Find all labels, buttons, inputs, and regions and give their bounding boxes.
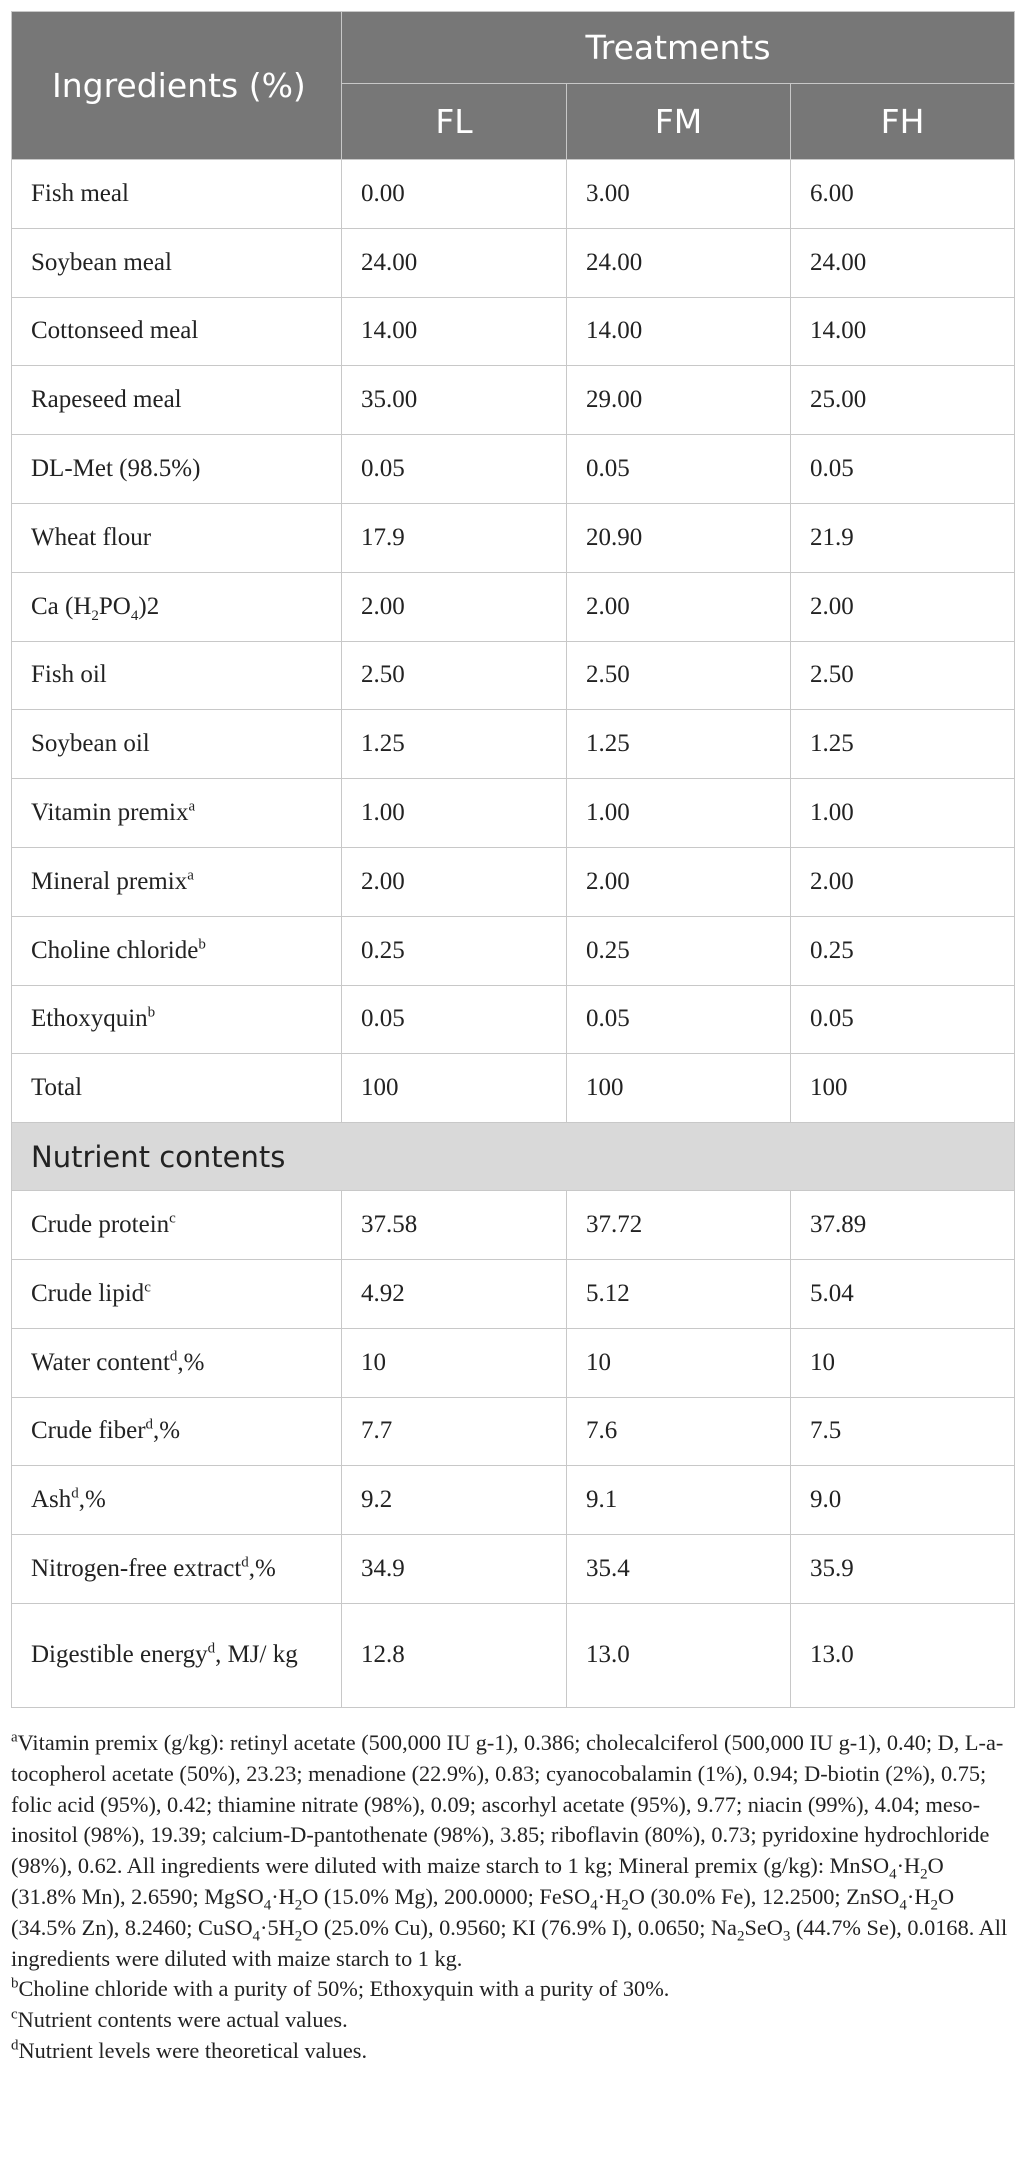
header-fh: FH <box>791 84 1015 160</box>
table-row <box>12 1191 1015 1260</box>
row-label: Nitrogen-free extract$^d$,% <box>12 1535 342 1604</box>
row-label: Soybean oil <box>12 710 342 779</box>
cell-fm: 5.12 <box>567 1259 791 1328</box>
cell-fm: 37.72 <box>567 1191 791 1260</box>
section-nutrient-contents: Nutrient contents <box>12 1123 1015 1191</box>
cell-fh: 2.50 <box>791 641 1015 710</box>
cell-fl: 10 <box>342 1328 567 1397</box>
table-row <box>12 503 1015 572</box>
cell-fm: 20.90 <box>567 503 791 572</box>
table-footnotes <box>11 1728 1014 2067</box>
cell-fm: 1.00 <box>567 779 791 848</box>
row-label: Crude lipid$^c$ <box>12 1259 342 1328</box>
cell-fl: 100 <box>342 1054 567 1123</box>
cell-fm: 13.0 <box>567 1603 791 1707</box>
row-label: Crude fiber$^d$,% <box>12 1397 342 1466</box>
cell-fh: 100 <box>791 1054 1015 1123</box>
row-label: Cottonseed meal <box>12 297 342 366</box>
cell-fh: 0.05 <box>791 985 1015 1054</box>
cell-fh: 7.5 <box>791 1397 1015 1466</box>
cell-fm: 2.00 <box>567 572 791 641</box>
cell-fh: 10 <box>791 1328 1015 1397</box>
table-row <box>12 1328 1015 1397</box>
cell-fm: 9.1 <box>567 1466 791 1535</box>
table-row <box>12 572 1015 641</box>
table-row <box>12 435 1015 504</box>
cell-fl: 35.00 <box>342 366 567 435</box>
cell-fl: 2.00 <box>342 572 567 641</box>
cell-fh: 0.05 <box>791 435 1015 504</box>
cell-fh: 24.00 <box>791 228 1015 297</box>
cell-fl: 4.92 <box>342 1259 567 1328</box>
cell-fm: 0.05 <box>567 435 791 504</box>
row-label: Digestible energy$^d$, MJ/ kg <box>12 1603 342 1707</box>
table-row-total <box>12 1054 1015 1123</box>
cell-fm: 24.00 <box>567 228 791 297</box>
table-row <box>12 1259 1015 1328</box>
table-row <box>12 916 1015 985</box>
table-row <box>12 297 1015 366</box>
section-header-row <box>12 1123 1015 1191</box>
header-treatments: Treatments <box>342 12 1015 84</box>
cell-fh: 6.00 <box>791 160 1015 229</box>
row-label: Soybean meal <box>12 228 342 297</box>
table-row <box>12 779 1015 848</box>
footnote-a: $^a$Vitamin premix (g/kg): retinyl acetate (500,000 IU g-1), 0.386; cholecalciferol (500,000 IU g-1), 0.40; D, L-a-tocopherol acetate (50%), 23.23; menadione (22.9%), 0.83; cyanocobalamin (1%), 0.94; D-biotin (2%), 0.75; folic acid (95%), 0.42; thiamine nitrate (98%), 0.09; ascorhyl acetate (95%), 9.77; niacin (99%), 4.04; meso-inositol (98%), 19.39; calcium-D-pantothenate (98%), 3.85; riboflavin (80%), 0.73; pyridoxine hydrochloride (98%), 0.62. All ingredients were diluted with maize starch to 1 kg; Mineral premix (g/kg): $MnSO_4\cdot H_2O$ (31.8% Mn), 2.6590; $MgSO_4\cdot H_2O$ (15.0% Mg), 200.0000; $FeSO_4\cdot H_2O$ (30.0% Fe), 12.2500; $ZnSO_4\cdot H_2O$ (34.5% Zn), 8.2460; $CuSO_4\cdot 5H_2O$ (25.0% Cu), 0.9560; KI (76.9% I), 0.0650; $Na_2SeO_3$ (44.7% Se), 0.0168. All ingredients were diluted with maize starch to 1 kg. <box>11 1729 1008 1971</box>
footnote-b: $^b$Choline chloride with a purity of 50%; Ethoxyquin with a purity of 30%. <box>11 1975 670 2002</box>
header-fm: FM <box>567 84 791 160</box>
cell-fl: 1.00 <box>342 779 567 848</box>
cell-fm: 14.00 <box>567 297 791 366</box>
table-row <box>12 1535 1015 1604</box>
cell-fm: 3.00 <box>567 160 791 229</box>
row-label: Vitamin premix$^a$ <box>12 779 342 848</box>
cell-fm: 0.25 <box>567 916 791 985</box>
cell-fm: 29.00 <box>567 366 791 435</box>
row-label: Ash$^d$,% <box>12 1466 342 1535</box>
cell-fm: 100 <box>567 1054 791 1123</box>
cell-fl: 34.9 <box>342 1535 567 1604</box>
row-label: Fish oil <box>12 641 342 710</box>
cell-fh: 5.04 <box>791 1259 1015 1328</box>
cell-fm: 2.50 <box>567 641 791 710</box>
cell-fl: 14.00 <box>342 297 567 366</box>
row-label: Rapeseed meal <box>12 366 342 435</box>
table-row <box>12 366 1015 435</box>
cell-fl: 0.05 <box>342 985 567 1054</box>
cell-fh: 2.00 <box>791 847 1015 916</box>
header-ingredients: Ingredients (%) <box>12 12 342 160</box>
row-label: Fish meal <box>12 160 342 229</box>
cell-fm: 0.05 <box>567 985 791 1054</box>
cell-fh: 1.00 <box>791 779 1015 848</box>
cell-fl: 24.00 <box>342 228 567 297</box>
cell-fl: 0.05 <box>342 435 567 504</box>
cell-fm: 1.25 <box>567 710 791 779</box>
cell-fh: 21.9 <box>791 503 1015 572</box>
table-row <box>12 1466 1015 1535</box>
table-row <box>12 710 1015 779</box>
table-row <box>12 1603 1015 1707</box>
cell-fm: 35.4 <box>567 1535 791 1604</box>
cell-fl: 17.9 <box>342 503 567 572</box>
table-row <box>12 1397 1015 1466</box>
footnote-c: $^c$Nutrient contents were actual values. <box>11 2006 348 2033</box>
header-fl: FL <box>342 84 567 160</box>
table-row <box>12 847 1015 916</box>
cell-fh: 14.00 <box>791 297 1015 366</box>
cell-fm: 7.6 <box>567 1397 791 1466</box>
table-row <box>12 160 1015 229</box>
table-row <box>12 641 1015 710</box>
cell-fl: 2.50 <box>342 641 567 710</box>
row-label: Ca $(H_2PO_4)2$ <box>12 572 342 641</box>
row-label: DL-Met (98.5%) <box>12 435 342 504</box>
cell-fl: 2.00 <box>342 847 567 916</box>
cell-fh: 0.25 <box>791 916 1015 985</box>
row-label: Mineral premix$^a$ <box>12 847 342 916</box>
cell-fh: 13.0 <box>791 1603 1015 1707</box>
cell-fh: 1.25 <box>791 710 1015 779</box>
row-label: Crude protein$^c$ <box>12 1191 342 1260</box>
table-row <box>12 228 1015 297</box>
cell-fl: 7.7 <box>342 1397 567 1466</box>
cell-fh: 37.89 <box>791 1191 1015 1260</box>
row-label: Wheat flour <box>12 503 342 572</box>
row-label: Water content$^d$,% <box>12 1328 342 1397</box>
row-label: Choline chloride$^b$ <box>12 916 342 985</box>
table-row <box>12 985 1015 1054</box>
cell-fl: 12.8 <box>342 1603 567 1707</box>
cell-fl: 0.00 <box>342 160 567 229</box>
footnote-d: $^d$Nutrient levels were theoretical values. <box>11 2037 368 2063</box>
cell-fl: 0.25 <box>342 916 567 985</box>
cell-fh: 2.00 <box>791 572 1015 641</box>
diet-composition-table <box>11 11 1015 1708</box>
row-label: Total <box>12 1054 342 1123</box>
cell-fm: 2.00 <box>567 847 791 916</box>
cell-fl: 9.2 <box>342 1466 567 1535</box>
row-label: Ethoxyquin$^b$ <box>12 985 342 1054</box>
cell-fh: 25.00 <box>791 366 1015 435</box>
cell-fh: 35.9 <box>791 1535 1015 1604</box>
cell-fm: 10 <box>567 1328 791 1397</box>
cell-fl: 37.58 <box>342 1191 567 1260</box>
cell-fh: 9.0 <box>791 1466 1015 1535</box>
cell-fl: 1.25 <box>342 710 567 779</box>
